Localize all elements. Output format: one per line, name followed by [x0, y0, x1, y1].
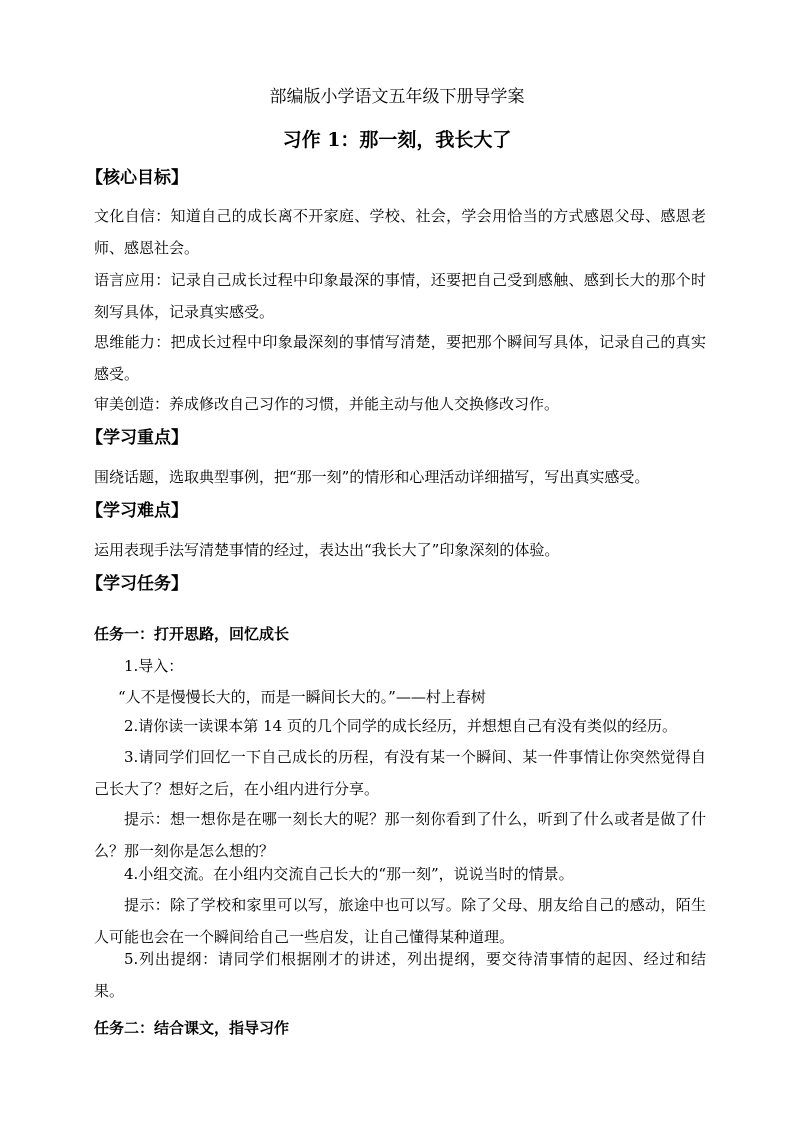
task1-quote: “人不是慢慢长大的，而是一瞬间长大的。”——村上春树 — [118, 688, 486, 706]
document-title: 部编版小学语文五年级下册导学案 — [269, 87, 525, 107]
task1-hint-2: 提示：除了学校和家里可以写，旅途中也可以写。除了父母、朋友给自己的感动，陌生人可能也会在一个瞬间给自己一些启发，让自己懂得某种道理。 — [94, 896, 706, 946]
goals-heading: 【核心目标】 — [86, 168, 188, 188]
key-points-heading: 【学习重点】 — [86, 428, 188, 448]
task2-title: 任务二：结合课文，指导习作 — [94, 1019, 290, 1037]
task1-hint-1: 提示：想一想你是在哪一刻长大的呢？那一刻你看到了什么，听到了什么或者是做了什么？那一刻你是怎么想的？ — [94, 810, 706, 860]
goal-aesthetic: 审美创造：养成修改自己习作的习惯，并能主动与他人交换修改习作。 — [94, 395, 560, 413]
task1-title: 任务一：打开思路，回忆成长 — [94, 625, 290, 643]
difficulties-text: 运用表现手法写清楚事情的经过，表达出“我长大了”印象深刻的体验。 — [94, 541, 560, 559]
key-points-text: 围绕话题，选取典型事例，把“那一刻”的情形和心理活动详细描写，写出真实感受。 — [94, 468, 650, 486]
task1-step-read: 2.请你读一读课本第 14 页的几个同学的成长经历，并想想自己有没有类似的经历。 — [124, 717, 677, 735]
lesson-title: 习作 1：那一刻，我长大了 — [282, 129, 512, 151]
task1-step-share: 4.小组交流。在小组内交流自己长大的“那一刻”，说说当时的情景。 — [124, 865, 574, 883]
goal-culture: 文化自信：知道自己的成长离不开家庭、学校、社会，学会用恰当的方式感恩父母、感恩老师、感恩社会。 — [94, 207, 706, 257]
task1-step-outline: 5.列出提纲：请同学们根据刚才的讲述，列出提纲，要交待清事情的起因、经过和结果。 — [94, 950, 706, 1000]
goal-thinking: 思维能力：把成长过程中印象最深刻的事情写清楚，要把那个瞬间写具体，记录自己的真实感受。 — [94, 333, 706, 383]
task1-step-recall: 3.请同学们回忆一下自己成长的历程，有没有某一个瞬间、某一件事情让你突然觉得自己长大了？想好之后，在小组内进行分享。 — [94, 748, 706, 798]
task1-step-intro: 1.导入： — [124, 657, 184, 675]
difficulties-heading: 【学习难点】 — [86, 501, 188, 521]
goal-language: 语言应用：记录自己成长过程中印象最深的事情，还要把自己受到感触、感到长大的那个时刻写具体，记录真实感受。 — [94, 271, 706, 321]
tasks-heading: 【学习任务】 — [86, 574, 188, 594]
